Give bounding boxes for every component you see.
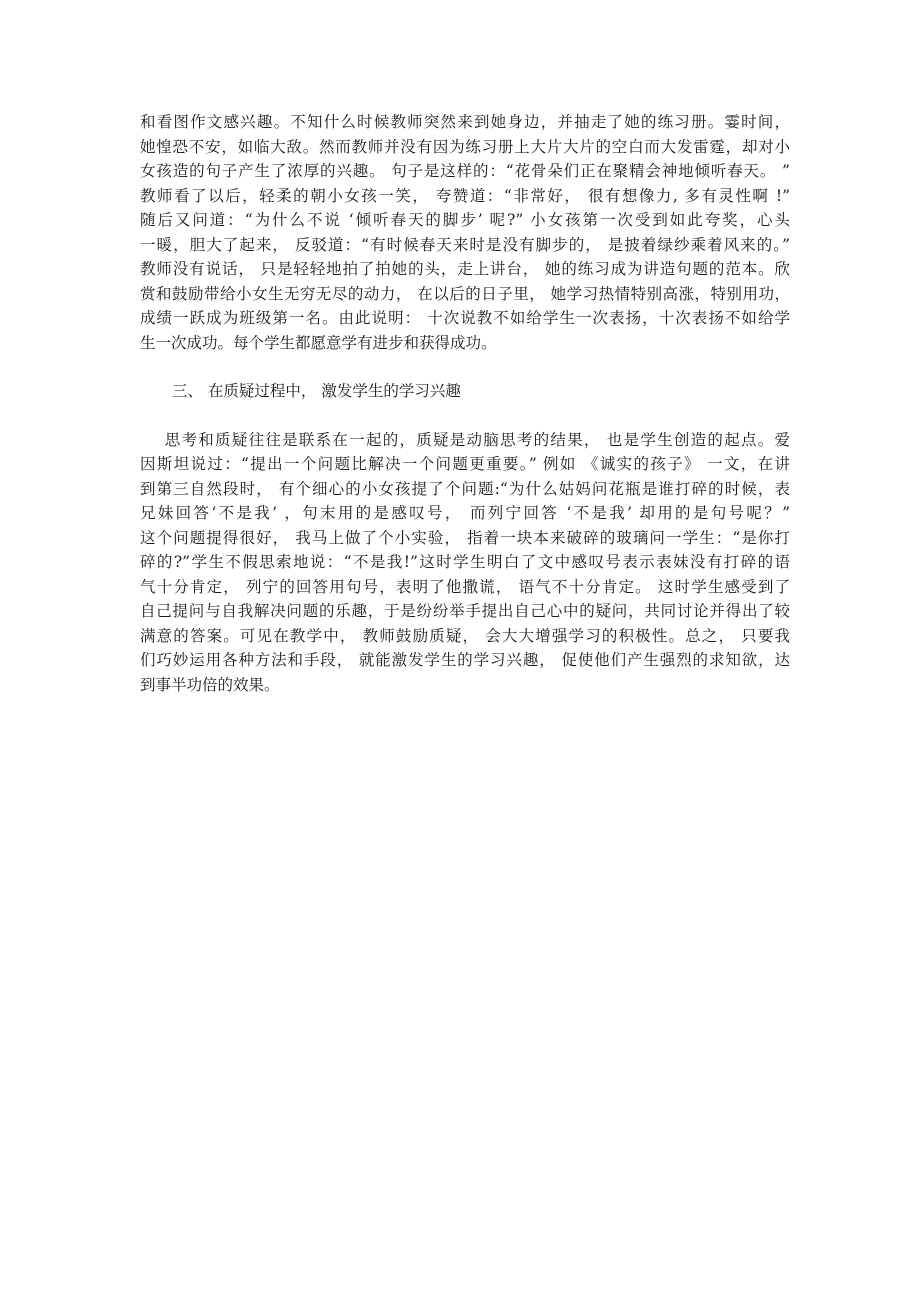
text-line: 教师没有说话， 只是轻轻地拍了拍她的头，走上讲台， 她的练习成为讲造句题的范本。欣 (140, 260, 790, 278)
spacer (140, 355, 790, 379)
text-line: 这个问题提得很好， 我马上做了个小实验， 指着一块本来破碎的玻璃问一学生：“是你打 (140, 528, 790, 547)
text-line: 成绩一跃成为班级第一名。由此说明： 十次说教不如给学生一次表扬，十次表扬不如给学 (140, 309, 790, 327)
text-line: 到第三自然段时， 有个细心的小女孩提了个问题:“为什么姑妈问花瓶是谁打碎的时候，表 (140, 479, 790, 498)
text-line: 到事半功倍的效果。 (140, 675, 280, 694)
text-line: 思考和质疑往往是联系在一起的，质疑是动脑思考的结果， 也是学生创造的起点。爱 (140, 430, 790, 449)
document-body (140, 110, 790, 697)
text-line: 一暖，胆大了起来， 反驳道：“有时候春天来时是没有脚步的， 是披着绿纱乘着风来的。” (140, 235, 790, 254)
text-line: 和看图作文感兴趣。不知什么时候教师突然来到她身边，并抽走了她的练习册。霎时间， (140, 113, 790, 131)
section-heading: 三、 在质疑过程中， 激发学生的学习兴趣 (172, 382, 461, 400)
text-line: 她惶恐不安，如临大敌。然而教师并没有因为练习册上大片大片的空白而大发雷霆，却对小 (140, 137, 790, 156)
text-line: 满意的答案。可见在教学中， 教师鼓励质疑， 会大大增强学习的积极性。总之， 只要我 (140, 626, 790, 645)
spacer (140, 404, 790, 428)
text-line: 教师看了以后，轻柔的朝小女孩一笑， 夸赞道：“非常好， 很有想像力, 多有灵性啊 !” (140, 186, 790, 205)
text-line: 随后又问道：“为什么不说 ‘倾听春天的脚步’ 呢?” 小女孩第一次受到如此夸奖，心头 (140, 211, 790, 229)
text-line: 气十分肯定， 列宁的回答用句号，表明了他撒谎， 语气不十分肯定。 这时学生感受到了 (140, 577, 790, 596)
text-line: 自己提问与自我解决问题的乐趣，于是纷纷举手提出自己心中的疑问，共同讨论并得出了较 (140, 602, 790, 620)
paragraph-1 (140, 110, 790, 355)
text-line: 赏和鼓励带给小女生无穷无尽的动力， 在以后的日子里， 她学习热情特别高涨，特别用功， (140, 284, 790, 303)
text-line: 女孩造的句子产生了浓厚的兴趣。 句子是这样的：“花骨朵们正在聚精会神地倾听春天。 ” (140, 162, 790, 180)
paragraph-2 (140, 428, 790, 698)
text-line: 碎的?”学生不假思索地说：“不是我!”这时学生明白了文中感叹号表示表妹没有打碎的语 (140, 553, 790, 571)
text-line: 因斯坦说过：“提出一个问题比解决一个问题更重要。” 例如 《诚实的孩子》 一文，在讲 (140, 455, 790, 473)
text-line: 兄妹回答‘不是我’ ，句末用的是感叹号， 而列宁回答 ‘不是我’ 却用的是句号呢？” (140, 504, 790, 522)
text-line: 们巧妙运用各种方法和手段， 就能激发学生的学习兴趣， 促使他们产生强烈的求知欲，达 (140, 651, 790, 669)
text-line: 生一次成功。每个学生都愿意学有进步和获得成功。 (140, 333, 497, 352)
